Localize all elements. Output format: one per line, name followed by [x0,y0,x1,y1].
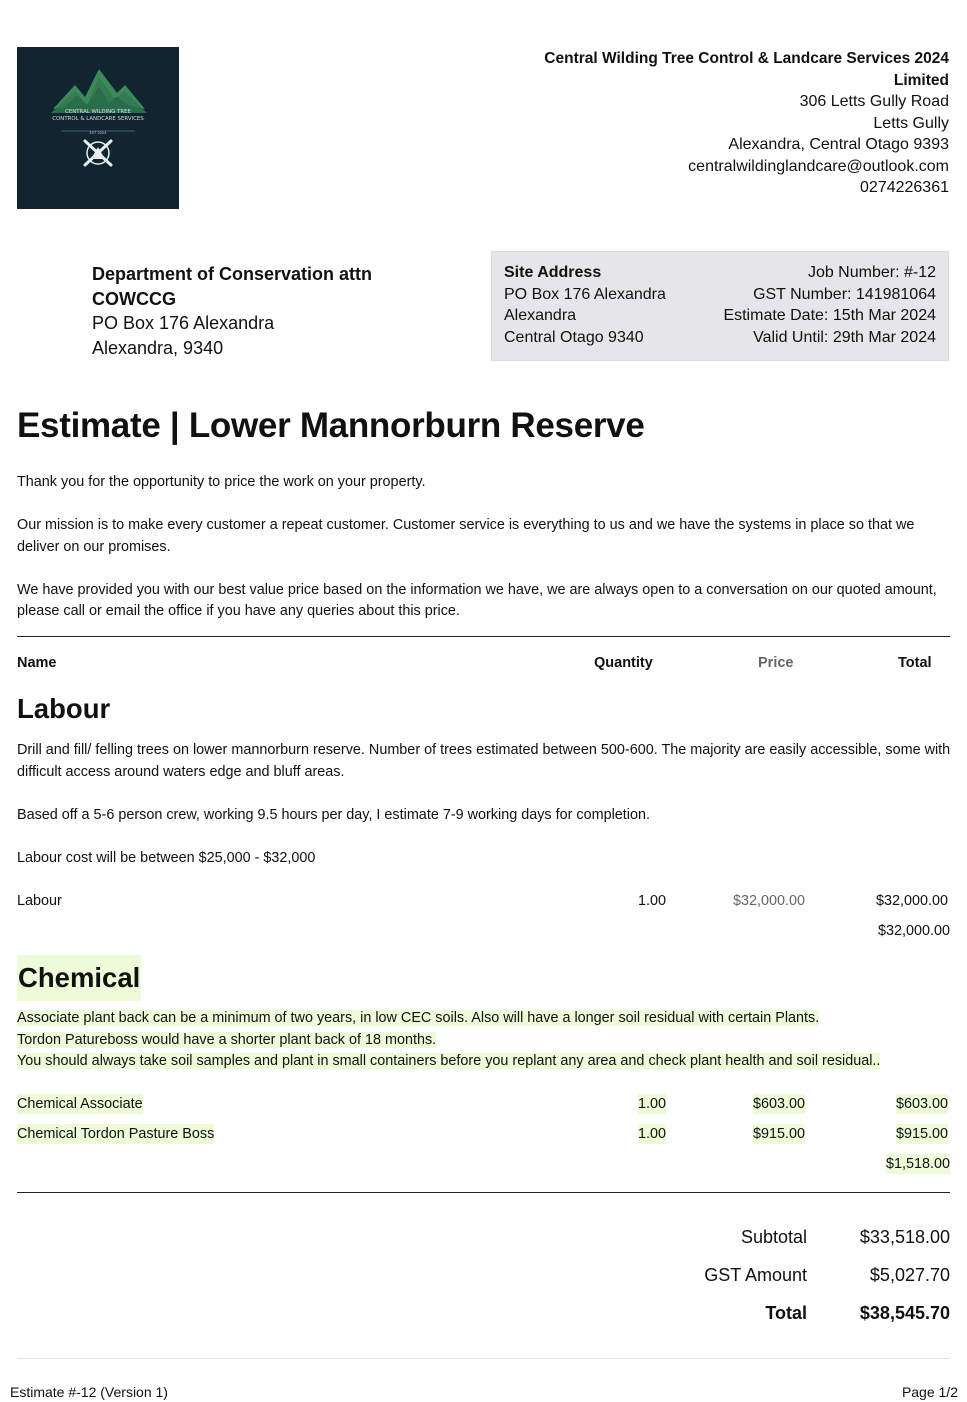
site-address-line: PO Box 176 Alexandra [504,285,666,303]
company-phone: 0274226361 [860,179,949,196]
subtotal-label: Subtotal [740,1227,807,1247]
line-item-total: $915.00 [895,1126,948,1142]
line-item-name: Chemical Tordon Pasture Boss [17,1126,215,1142]
total-label: Total [765,1303,807,1323]
logo-line-1: CENTRAL WILDING TREE [65,109,131,115]
divider [17,1192,950,1193]
footer-divider [17,1358,950,1359]
line-item-quantity: 1.00 [637,1126,666,1142]
chemical-description-line: Associate plant back can be a minimum of two years, in low CEC soils. Also will have a longer soil residual with certain Plants. [17,1010,820,1026]
labour-description [17,740,952,891]
site-address-line: Alexandra [504,307,577,325]
header-quantity: Quantity [594,655,653,671]
company-name: Central Wilding Tree Control & Landcare Services 2024 Limited [544,50,949,89]
subtotal-value: $33,518.00 [859,1227,950,1247]
labour-description-line: Drill and fill/ felling trees on lower mannorburn reserve. Number of trees estimated between 500-600. The majority are easily accessible, some with difficult access around waters edge and bluff areas. [17,742,951,780]
intro-paragraph: We have provided you with our best value price based on the information we have, we are always open to a conversation on our quoted amount, please call or email the office if you have any queries about this price. [17,581,937,619]
company-email[interactable]: centralwildinglandcare@outlook.com [688,157,949,175]
site-details-box [491,251,949,361]
logo-est: EST 2024 [89,131,107,135]
site-address-label: Site Address [504,264,602,281]
line-item-price: $32,000.00 [732,893,805,909]
line-item-total: $603.00 [895,1096,948,1112]
customer-block [92,262,432,360]
total-value: $38,545.70 [859,1303,950,1323]
footer-page-number: Page 1/2 [901,1384,958,1400]
gst-label: GST Amount [704,1265,807,1285]
intro-text [17,472,952,644]
divider [17,636,950,637]
gst-number: GST Number: 141981064 [753,285,936,303]
section-subtotal-labour: $32,000.00 [877,923,950,939]
company-info [489,48,949,199]
chemical-description-line: You should always take soil samples and plant in small containers before you replant any area and check plant health and soil residual.. [17,1053,881,1069]
footer-estimate-version: Estimate #-12 (Version 1) [10,1384,168,1400]
site-address [504,262,666,349]
company-address-line: 306 Letts Gully Road [799,93,949,110]
logo-line-2: CONTROL & LANDCARE SERVICES [52,116,144,122]
section-title-chemical: Chemical [17,955,141,1001]
customer-address-line: Alexandra, 9340 [92,337,224,358]
line-item-name: Chemical Associate [17,1096,143,1112]
site-address-line: Central Otago 9340 [504,329,644,347]
valid-until: Valid Until: 29th Mar 2024 [753,329,936,347]
chemical-description [17,1008,952,1073]
estimate-date: Estimate Date: 15th Mar 2024 [723,307,936,325]
line-item-quantity: 1.00 [637,1096,666,1112]
labour-description-line: Based off a 5-6 person crew, working 9.5 hours per day, I estimate 7-9 working days for completion. [17,806,650,823]
customer-name: Department of Conservation attn COWCCG [92,264,373,309]
header-price: Price [758,655,794,671]
header-name: Name [17,655,57,671]
line-item-total: $32,000.00 [875,893,948,909]
intro-paragraph: Thank you for the opportunity to price the work on your property. [17,474,426,490]
line-item-quantity: 1.00 [637,893,666,909]
section-subtotal-chemical: $1,518.00 [885,1156,950,1172]
header-total: Total [898,655,932,671]
section-title-labour: Labour [17,693,111,724]
line-item-price: $603.00 [752,1096,805,1112]
intro-paragraph: Our mission is to make every customer a repeat customer. Customer service is everything to us and we have the systems in place so that we deliver on our promises. [17,517,915,555]
gst-value: $5,027.70 [869,1265,950,1285]
company-address-line: Letts Gully [873,114,949,132]
company-address-line: Alexandra, Central Otago 9393 [728,136,949,153]
page-title: Estimate | Lower Mannorburn Reserve [17,406,645,445]
company-logo [17,47,179,209]
customer-address-line: PO Box 176 Alexandra [92,313,275,333]
job-number: Job Number: #-12 [807,264,936,281]
labour-description-line: Labour cost will be between $25,000 - $32,000 [17,849,316,866]
line-item-price: $915.00 [752,1126,805,1142]
chemical-description-line: Tordon Patureboss would have a shorter plant back of 18 months. [17,1031,437,1048]
estimate-meta [723,262,936,349]
line-item-name: Labour [17,893,62,909]
